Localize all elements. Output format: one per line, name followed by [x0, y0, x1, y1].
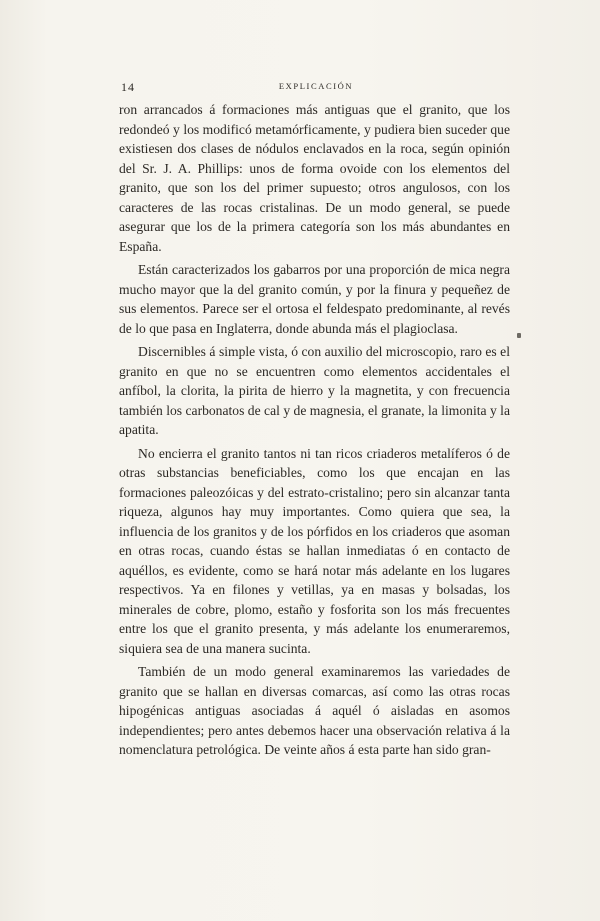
page-header	[121, 80, 511, 96]
paragraph-accidental-elements: Discernibles á simple vista, ó con auxilio del microscopio, raro es el granito en que no se encuentren como elementos accidentales el anfíbol, la clorita, la pirita de hierro y la magnetita, y con frecuencia también los carbonatos de cal y de magnesia, el granate, la limonita y la apatita.	[119, 344, 510, 437]
margin-ink-mark	[517, 333, 521, 338]
body-text	[119, 100, 510, 764]
paragraph-gabarros: Están caracterizados los gabarros por una proporción de mica negra mucho mayor que la del granito común, y por la finura y pequeñez de sus elementos. Parece ser el ortosa el feldespato predominante, al revés de lo que pasa en Inglaterra, donde abunda más el plagioclasa.	[119, 262, 510, 336]
paragraph-granite-varieties: También de un modo general examinaremos las variedades de granito que se hallan en diversas comarcas, así como las otras rocas hipogénicas antiguas asociadas á aquél ó aisladas en asomos independientes; pero antes debemos hacer una observación relativa á la nomenclatura petrológica. De veinte años á esta parte han sido gran-	[119, 664, 510, 757]
paragraph-continuation: ron arrancados á formaciones más antiguas que el granito, que los redondeó y los modificó metamórficamente, y pudiera bien suceder que existiesen dos clases de nódulos enclavados en la roca, según opinión del Sr. J. A. Phillips: unos de forma ovoide con los elementos del granito, que son los del primer supuesto; otros angulosos, con los caracteres de las rocas cristalinas. De un modo general, se puede asegurar que los de la primera categoría son los más abundantes en España.	[119, 102, 510, 254]
page-number: 14	[121, 80, 135, 94]
paragraph-ore-deposits: No encierra el granito tantos ni tan ricos criaderos metalíferos ó de otras substancias beneficiables, como los que encajan en las formaciones paleozóicas y del estrato-cristalino; pero sin alcanzar tanta riqueza, algunos hay muy importantes. Como quiera que sea, la influencia de los granitos y de los pórfidos en los criaderos que asoman en otras rocas, cuando éstas se hallan inmediatas ó en contacto de aquéllos, es evidente, como se hará notar más adelante en los lugares respectivos. Ya en filones y vetillas, ya en masas y bolsadas, los minerales de cobre, plomo, estaño y fosforita son los más frecuentes entre los que el granito presenta, y más adelante los enumeraremos, siquiera sea de una manera sucinta.	[119, 445, 510, 656]
running-head: EXPLICACIÓN	[278, 81, 354, 91]
